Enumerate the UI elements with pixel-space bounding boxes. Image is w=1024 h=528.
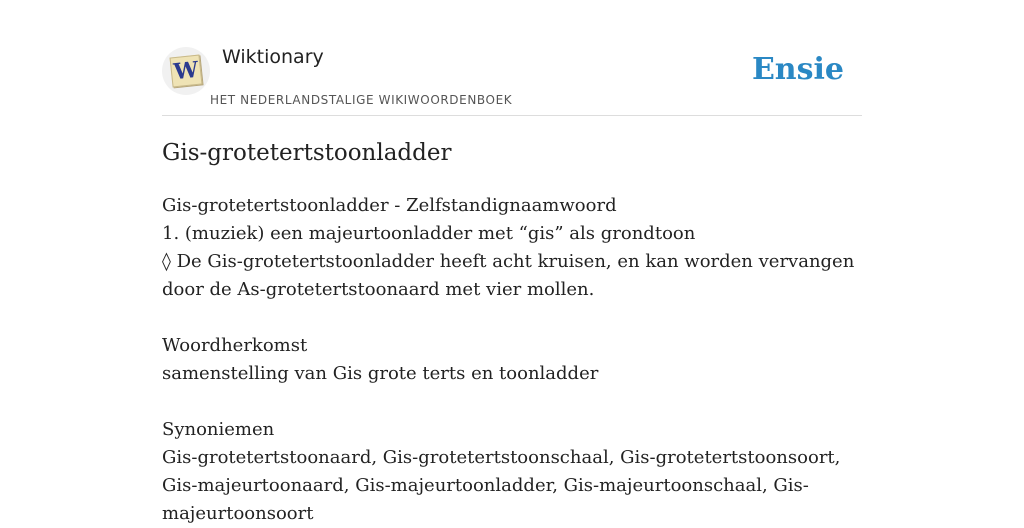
logo-letter: W	[172, 56, 200, 86]
entry-content	[162, 192, 862, 528]
synonyms-text: Gis-grotetertstoonaard, Gis-grotetertstoonschaal, Gis-grotetertstoonsoort, Gis-majeurtoonaard, Gis-majeurtoonladder, Gis-majeurtoonschaal, Gis-majeurtoonsoort	[162, 447, 841, 524]
definition-heading: Gis-grotetertstoonladder - Zelfstandignaamwoord	[162, 195, 617, 216]
synonyms-heading: Synoniemen	[162, 419, 275, 440]
etymology-heading: Woordherkomst	[162, 335, 308, 356]
header	[162, 0, 862, 116]
site-name[interactable]: Wiktionary	[222, 46, 324, 68]
etymology-text: samenstelling van Gis grote terts en toonladder	[162, 363, 599, 384]
definition-sense: 1. (muziek) een majeurtoonladder met “gis” als grondtoon	[162, 223, 696, 244]
spacer	[162, 304, 862, 332]
page	[162, 0, 862, 524]
definition-example: ◊ De Gis-grotetertstoonladder heeft acht kruisen, en kan worden vervangen door de As-grotetertstoonaard met vier mollen.	[162, 251, 855, 300]
site-tagline: HET NEDERLANDSTALIGE WIKIWOORDENBOEK	[210, 93, 513, 107]
wiktionary-logo-icon[interactable]	[162, 47, 210, 95]
spacer	[162, 388, 862, 416]
ensie-brand-link[interactable]: Ensie	[751, 52, 844, 87]
logo-tile	[170, 55, 203, 88]
page-title: Gis-grotetertstoonladder	[162, 140, 452, 166]
